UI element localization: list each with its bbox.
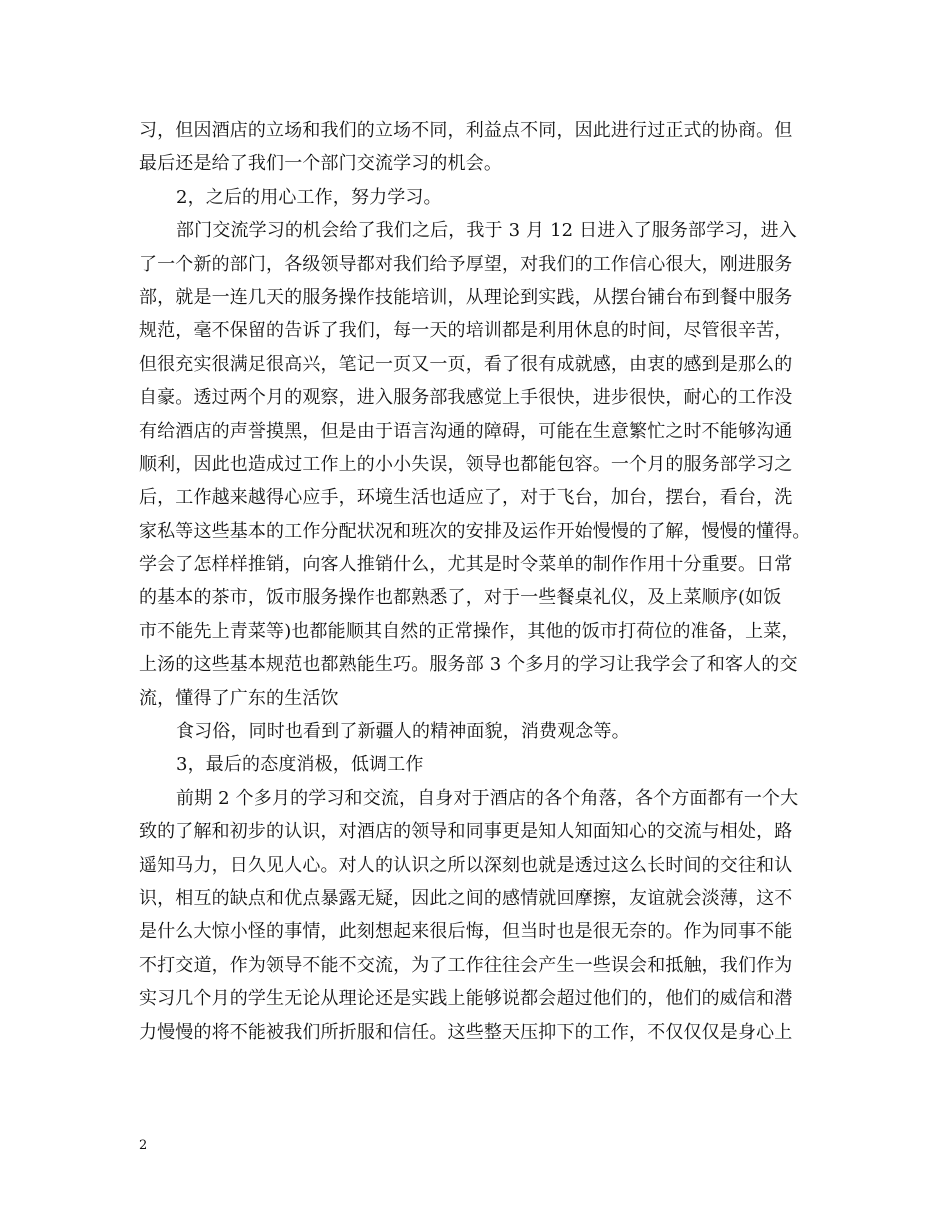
text-line: 最后还是给了我们一个部门交流学习的机会。 (139, 153, 502, 175)
text-line: 学会了怎样样推销，向客人推销什么，尤其是时令菜单的制作作用十分重要。日常 (139, 554, 793, 576)
text-line: 食习俗，同时也看到了新疆人的精神面貌，消费观念等。 (176, 721, 630, 743)
text-line: 实习几个月的学生无论从理论还是实践上能够说都会超过他们的，他们的威信和潜 (139, 988, 793, 1010)
text-line: 市不能先上青菜等)也都能顺其自然的正常操作，其他的饭市打荷位的准备，上菜， (139, 620, 800, 642)
text-line: 致的了解和初步的认识，对酒店的领导和同事更是知人知面知心的交流与相处，路 (139, 821, 793, 843)
text-line: 前期 2 个多月的学习和交流，自身对于酒店的各个角落，各个方面都有一个大 (176, 787, 799, 809)
text-line: 但很充实很满足很高兴，笔记一页又一页，看了很有成就感，由衷的感到是那么的 (139, 353, 793, 375)
text-line: 规范，毫不保留的告诉了我们，每一天的培训都是利用休息的时间，尽管很辛苦， (139, 320, 793, 342)
text-line: 的基本的茶市，饭市服务操作也都熟悉了，对于一些餐桌礼仪，及上菜顺序(如饭 (139, 587, 782, 609)
text-line: 力慢慢的将不能被我们所折服和信任。这些整天压抑下的工作，不仅仅仅是身心上 (139, 1021, 793, 1043)
text-line: 有给酒店的声誉摸黑，但是由于语言沟通的障碍，可能在生意繁忙之时不能够沟通 (139, 420, 793, 442)
text-line: 遥知马力，日久见人心。对人的认识之所以深刻也就是透过这么长时间的交往和认 (139, 854, 793, 876)
text-line: 家私等这些基本的工作分配状况和班次的安排及运作开始慢慢的了解，慢慢的懂得。 (139, 520, 811, 542)
text-line: 后，工作越来越得心应手，环境生活也适应了，对于飞台，加台，摆台，看台，洗 (139, 487, 793, 509)
page-number: 2 (139, 1138, 148, 1153)
text-line: 顺利，因此也造成过工作上的小小失误，领导也都能包容。一个月的服务部学习之 (139, 453, 793, 475)
body-text (139, 114, 819, 1049)
text-line: 了一个新的部门，各级领导都对我们给予厚望，对我们的工作信心很大，刚进服务 (139, 253, 793, 275)
text-line: 上汤的这些基本规范也都熟能生巧。服务部 3 个多月的学习让我学会了和客人的交 (139, 654, 798, 676)
text-line: 流，懂得了广东的生活饮 (139, 687, 339, 709)
text-line: 部门交流学习的机会给了我们之后，我于 3 月 12 日进入了服务部学习，进入 (176, 220, 797, 242)
text-line: 不打交道，作为领导不能不交流，为了工作往往会产生一些误会和抵触，我们作为 (139, 954, 793, 976)
text-line: 是什么大惊小怪的事情，此刻想起来很后悔，但当时也是很无奈的。作为同事不能 (139, 921, 793, 943)
text-line: 部，就是一连几天的服务操作技能培训，从理论到实践，从摆台铺台布到餐中服务 (139, 286, 793, 308)
text-line: 习，但因酒店的立场和我们的立场不同，利益点不同，因此进行过正式的协商。但 (139, 120, 793, 141)
text-line: 3，最后的态度消极，低调工作 (176, 754, 424, 776)
text-line: 2，之后的用心工作，努力学习。 (176, 186, 442, 208)
text-line: 识，相互的缺点和优点暴露无疑，因此之间的感情就回摩擦，友谊就会淡薄，这不 (139, 887, 793, 909)
text-line: 自豪。透过两个月的观察，进入服务部我感觉上手很快，进步很快，耐心的工作没 (139, 387, 793, 409)
